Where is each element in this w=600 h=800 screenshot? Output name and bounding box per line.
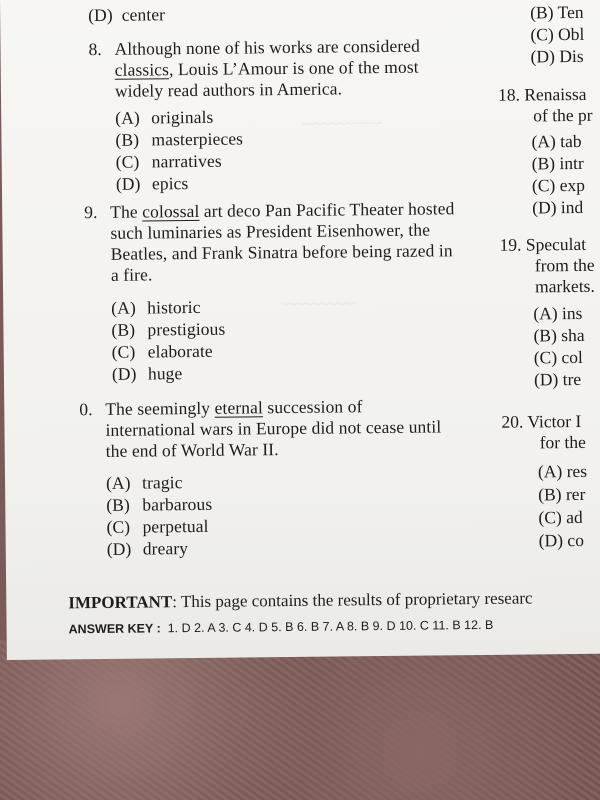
question-20-line2: for the — [539, 431, 586, 453]
question-19-line3: markets. — [534, 275, 595, 297]
answer-key-label: ANSWER KEY : — [68, 621, 161, 637]
q20-option-a[interactable]: (A) res — [537, 460, 588, 482]
option-c[interactable]: (C) narratives — [115, 150, 222, 172]
option-a[interactable]: (A) tragic — [105, 472, 183, 493]
q19-option-c[interactable]: (C) col — [533, 346, 583, 368]
right-top-option-d[interactable]: (D) Dis — [530, 45, 584, 67]
question-stem: The colossal art deco Pan Pacific Theater hosted such luminaries as President Eisenhower, the Beatles, and Frank Sinatra before being razed in a fire. — [110, 198, 455, 285]
question-19: 19. Speculat — [499, 233, 587, 255]
q18-option-d[interactable]: (D) ind — [532, 196, 584, 218]
underlined-word: classics — [114, 59, 170, 80]
question-number: 8. — [88, 38, 102, 60]
option-a[interactable]: (A) originals — [115, 106, 214, 128]
option-b[interactable]: (B) masterpieces — [115, 128, 244, 150]
question-stem: The seemingly eternal succession of international wars in Europe did not cease until the end of World War II. — [105, 396, 442, 461]
option-d[interactable]: (D) epics — [115, 173, 189, 194]
underlined-word: colossal — [142, 200, 200, 222]
option-c[interactable]: (C) elaborate — [111, 340, 213, 362]
q19-option-d[interactable]: (D) tre — [533, 368, 582, 390]
q20-option-d[interactable]: (D) co — [538, 529, 584, 551]
option-c[interactable]: (C) perpetual — [106, 515, 209, 537]
carpet-background — [0, 640, 600, 800]
q18-option-b[interactable]: (B) intr — [531, 152, 584, 174]
question-8 — [88, 35, 470, 199]
question-18-line2: of the pr — [533, 104, 593, 126]
question-number: 0. — [79, 399, 93, 420]
q20-option-c[interactable]: (C) ad — [538, 506, 583, 528]
bleed-through-text: ~~~~~~~~~ — [283, 296, 357, 314]
question-10 — [79, 395, 471, 569]
right-top-option-c[interactable]: (C) Obl — [530, 23, 585, 45]
q18-option-c[interactable]: (C) exp — [531, 174, 586, 196]
option-d[interactable]: (D) huge — [111, 363, 183, 384]
q20-option-b[interactable]: (B) rer — [538, 483, 586, 505]
option-b[interactable]: (B) barbarous — [106, 493, 213, 515]
answer-key — [69, 616, 600, 636]
question-20: 20. Victor I — [501, 410, 582, 432]
q18-option-a[interactable]: (A) tab — [531, 130, 582, 152]
top-option: (D) center — [88, 4, 166, 26]
answer-key-values: 1. D 2. A 3. C 4. D 5. B 6. B 7. A 8. B 9. D 10. C 11. B 12. B — [167, 617, 494, 636]
q19-option-b[interactable]: (B) sha — [533, 324, 585, 346]
question-18: 18. Renaissa — [497, 83, 587, 105]
option-b[interactable]: (B) prestigious — [111, 318, 226, 340]
question-number: 9. — [84, 201, 98, 223]
option-d[interactable]: (D) dreary — [106, 538, 189, 559]
bleed-through-text: ~~~~~~~~~~ — [301, 116, 383, 133]
important-notice: IMPORTANT: This page contains the results of proprietary researc — [68, 588, 533, 613]
question-9 — [84, 198, 466, 382]
right-top-option-b[interactable]: (B) Ten — [530, 1, 584, 23]
question-stem: Although none of his works are considered classics, Louis L’Amour is one of the most widely read authors in America. — [114, 35, 421, 101]
q19-option-a[interactable]: (A) ins — [533, 302, 583, 324]
underlined-word: eternal — [214, 397, 263, 418]
option-a[interactable]: (A) historic — [111, 296, 201, 318]
question-19-line2: from the — [534, 254, 595, 276]
